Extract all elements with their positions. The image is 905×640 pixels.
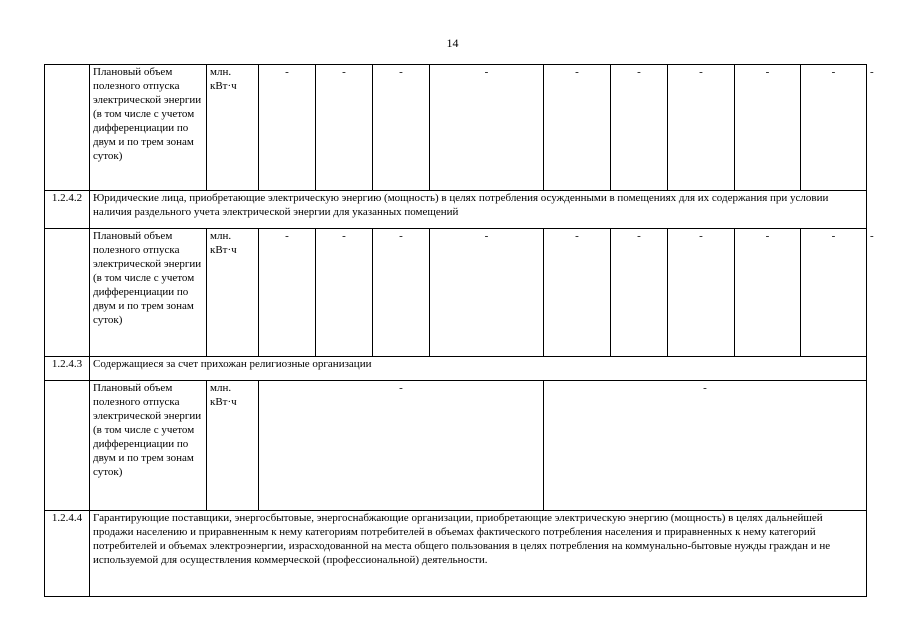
section-row	[45, 357, 867, 381]
value-cell: -	[259, 65, 316, 191]
table-row: Плановый объем полезного отпуска электрической энергии (в том числе с учетом дифференциации по двум и по трем зонам суток) млн. кВт·ч - - - - - - - - - -	[45, 229, 867, 357]
page-number: 14	[446, 36, 459, 50]
row-label: Плановый объем полезного отпуска электрической энергии (в том числе с учетом дифференциации по двум и по трем зонам суток)	[90, 381, 207, 511]
value-cell: -	[430, 65, 544, 191]
row-number-cell	[45, 381, 90, 511]
section-row	[45, 511, 867, 597]
value-cell: -	[373, 229, 430, 357]
value-cell: -	[316, 229, 373, 357]
section-number: 1.2.4.3	[45, 357, 90, 381]
value-cell: -	[259, 381, 544, 511]
value-cell: -	[544, 65, 611, 191]
row-label: Плановый объем полезного отпуска электрической энергии (в том числе с учетом дифференциации по двум и по трем зонам суток)	[90, 65, 207, 191]
tariff-table	[44, 64, 874, 597]
section-title: Гарантирующие поставщики, энергосбытовые, энергоснабжающие организации, приобретающие электрическую энергию (мощность) в целях дальнейшей продажи населению и приравненным к нему категориям потребителей в объемах фактического потребления населения и приравненных к нему категорий потребителей и объемах электроэнергии, израсходованной на места общего пользования в целях потребления на коммунально-бытовые нужды граждан и не используемой для осуществления коммерческой (профессиональной) деятельности.	[90, 511, 867, 597]
unit-cell: млн. кВт·ч	[207, 381, 259, 511]
section-number: 1.2.4.4	[45, 511, 90, 597]
section-row	[45, 191, 867, 229]
value-cell: -	[735, 65, 801, 191]
row-number-cell	[45, 229, 90, 357]
value-cell: -	[316, 65, 373, 191]
row-number-cell	[45, 65, 90, 191]
value-cell: -	[611, 229, 668, 357]
section-title: Юридические лица, приобретающие электрическую энергию (мощность) в целях потребления осужденными в помещениях для их содержания при условии наличия раздельного учета электрической энергии для указанных помещений	[90, 191, 867, 229]
row-label: Плановый объем полезного отпуска электрической энергии (в том числе с учетом дифференциации по двум и по трем зонам суток)	[90, 229, 207, 357]
value-cell: -	[668, 65, 735, 191]
value-cell: -	[373, 65, 430, 191]
value-cell: -	[668, 229, 735, 357]
section-title: Содержащиеся за счет прихожан религиозные организации	[90, 357, 867, 381]
table-row	[45, 381, 867, 511]
value-cell: -	[801, 229, 867, 357]
unit-cell: млн. кВт·ч	[207, 229, 259, 357]
value-cell: -	[801, 65, 867, 191]
unit-cell: млн. кВт·ч	[207, 65, 259, 191]
value-cell: -	[735, 229, 801, 357]
table-row: Плановый объем полезного отпуска электрической энергии (в том числе с учетом дифференциации по двум и по трем зонам суток) млн. кВт·ч - - - - - - - - - -	[45, 65, 867, 191]
value-cell: -	[544, 229, 611, 357]
value-cell: -	[544, 381, 867, 511]
value-cell: -	[259, 229, 316, 357]
value-cell: -	[611, 65, 668, 191]
value-cell: -	[430, 229, 544, 357]
section-number: 1.2.4.2	[45, 191, 90, 229]
